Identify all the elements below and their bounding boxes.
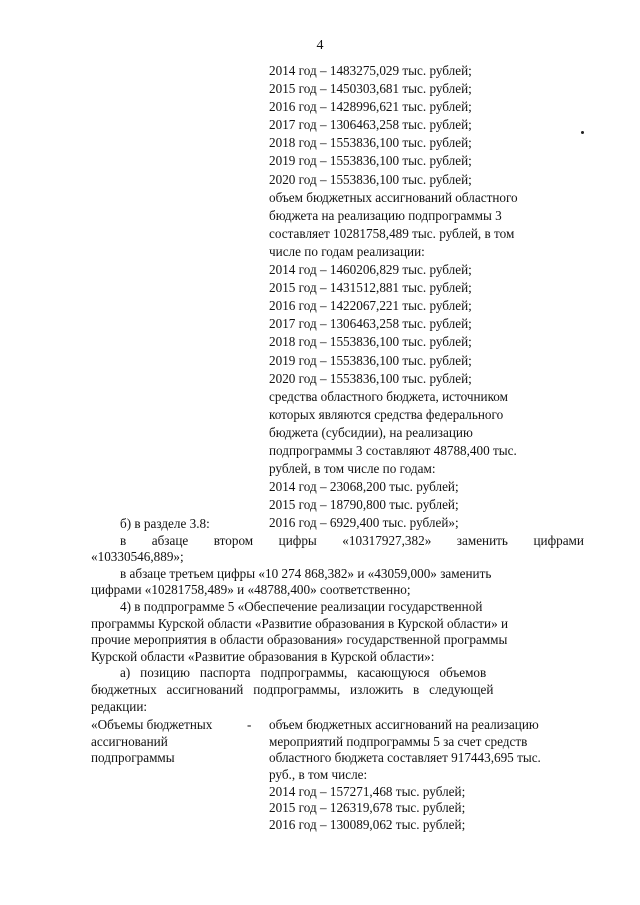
word: цифры (278, 532, 317, 548)
word: заменить (456, 532, 508, 548)
word: в (120, 532, 127, 548)
text-line: «Объемы бюджетных (91, 717, 213, 733)
text-line: а) позицию паспорта подпрограммы, касающуюся объемов (120, 665, 487, 681)
text-line: программы Курской области «Развитие образования в Курской области» и (91, 615, 509, 631)
year-line: 2018 год – 1553836,100 тыс. рублей; (269, 135, 472, 151)
text-line: руб., в том числе: (269, 766, 368, 782)
text-line: бюджета (субсидии), на реализацию (269, 424, 473, 440)
position-dash: - (247, 717, 252, 733)
passport-position-row (91, 717, 584, 833)
text-line: редакции: (91, 698, 148, 714)
text-line: объем бюджетных ассигнований на реализацию (269, 717, 539, 733)
year-line: 2015 год – 126319,678 тыс. рублей; (269, 800, 466, 816)
paragraph-2-line-1 (91, 533, 584, 550)
funding-by-year-list-b (269, 261, 579, 388)
year-line: 2020 год – 1553836,100 тыс. рублей; (269, 171, 472, 187)
item-4-paragraph (91, 599, 584, 665)
paragraph-2-line-2: «10330546,889»; (91, 549, 184, 565)
passport-right-column (269, 62, 579, 532)
document-body (91, 516, 584, 833)
text-line: рублей, в том числе по годам: (269, 461, 436, 477)
text-line: ассигнований (91, 733, 168, 749)
text-line: 4) в подпрограмме 5 «Обеспечение реализации государственной (120, 598, 483, 614)
paragraph-3-line-2: цифрами «10281758,489» и «48788,400» соответственно; (91, 582, 411, 598)
text-line: мероприятий подпрограммы 5 за счет средств (269, 733, 528, 749)
page-number: 4 (316, 38, 324, 53)
text-line: средства областного бюджета, источником (269, 388, 508, 404)
year-line: 2016 год – 1428996,621 тыс. рублей; (269, 99, 472, 115)
year-line: 2015 год – 1450303,681 тыс. рублей; (269, 81, 472, 97)
text-line: прочие мероприятия в области образования» государственной программы (91, 632, 508, 648)
paragraph-3-line-1: в абзаце третьем цифры «10 274 868,382» и «43059,000» заменить (120, 565, 492, 581)
year-line: 2020 год – 1553836,100 тыс. рублей; (269, 370, 472, 386)
year-line: 2017 год – 1306463,258 тыс. рублей; (269, 316, 472, 332)
word: втором (213, 532, 254, 548)
text-line: подпрограммы (91, 750, 175, 766)
year-line: 2015 год – 18790,800 тыс. рублей; (269, 497, 459, 513)
text-line: бюджетных ассигнований подпрограммы, изложить в следующей (91, 681, 494, 697)
word: «10317927,382» (342, 532, 432, 548)
year-line: 2017 год – 1306463,258 тыс. рублей; (269, 117, 472, 133)
federal-subsidy-paragraph (269, 388, 579, 478)
year-line: 2019 год – 1553836,100 тыс. рублей; (269, 153, 472, 169)
scan-speck (581, 131, 584, 134)
year-line: 2016 год – 1422067,221 тыс. рублей; (269, 298, 472, 314)
text-line: подпрограммы 3 составляют 48788,400 тыс. (269, 442, 517, 458)
text-line: областного бюджета составляет 917443,695 тыс. (269, 750, 541, 766)
year-line: 2016 год – 130089,062 тыс. рублей; (269, 816, 466, 832)
item-a-paragraph (91, 665, 584, 715)
word: абзаце (151, 532, 189, 548)
text-line: бюджета на реализацию подпрограммы 3 (269, 207, 502, 223)
text-line: Курской области «Развитие образования в Курской области»: (91, 648, 435, 664)
year-line: 2014 год – 23068,200 тыс. рублей; (269, 479, 459, 495)
subprogram-3-total-paragraph (269, 189, 579, 261)
year-line: 2015 год – 1431512,881 тыс. рублей; (269, 280, 472, 296)
year-line: 2014 год – 1460206,829 тыс. рублей; (269, 262, 472, 278)
year-line: 2014 год – 157271,468 тыс. рублей; (269, 783, 466, 799)
funding-by-year-list-a (269, 62, 579, 189)
text-line: числе по годам реализации: (269, 243, 425, 259)
text-line: которых являются средства федерального (269, 406, 504, 422)
text-line: объем бюджетных ассигнований областного (269, 189, 518, 205)
year-line: 2014 год – 1483275,029 тыс. рублей; (269, 63, 472, 78)
text-line: составляет 10281758,489 тыс. рублей, в том (269, 225, 515, 241)
year-line: 2016 год – 6929,400 тыс. рублей»; (269, 515, 459, 531)
year-line: 2019 год – 1553836,100 тыс. рублей; (269, 352, 472, 368)
section-b-heading: б) в разделе 3.8: (120, 516, 210, 531)
year-line: 2018 год – 1553836,100 тыс. рублей; (269, 334, 472, 350)
position-content (269, 717, 584, 833)
position-title (91, 717, 241, 767)
word: цифрами (533, 532, 584, 548)
